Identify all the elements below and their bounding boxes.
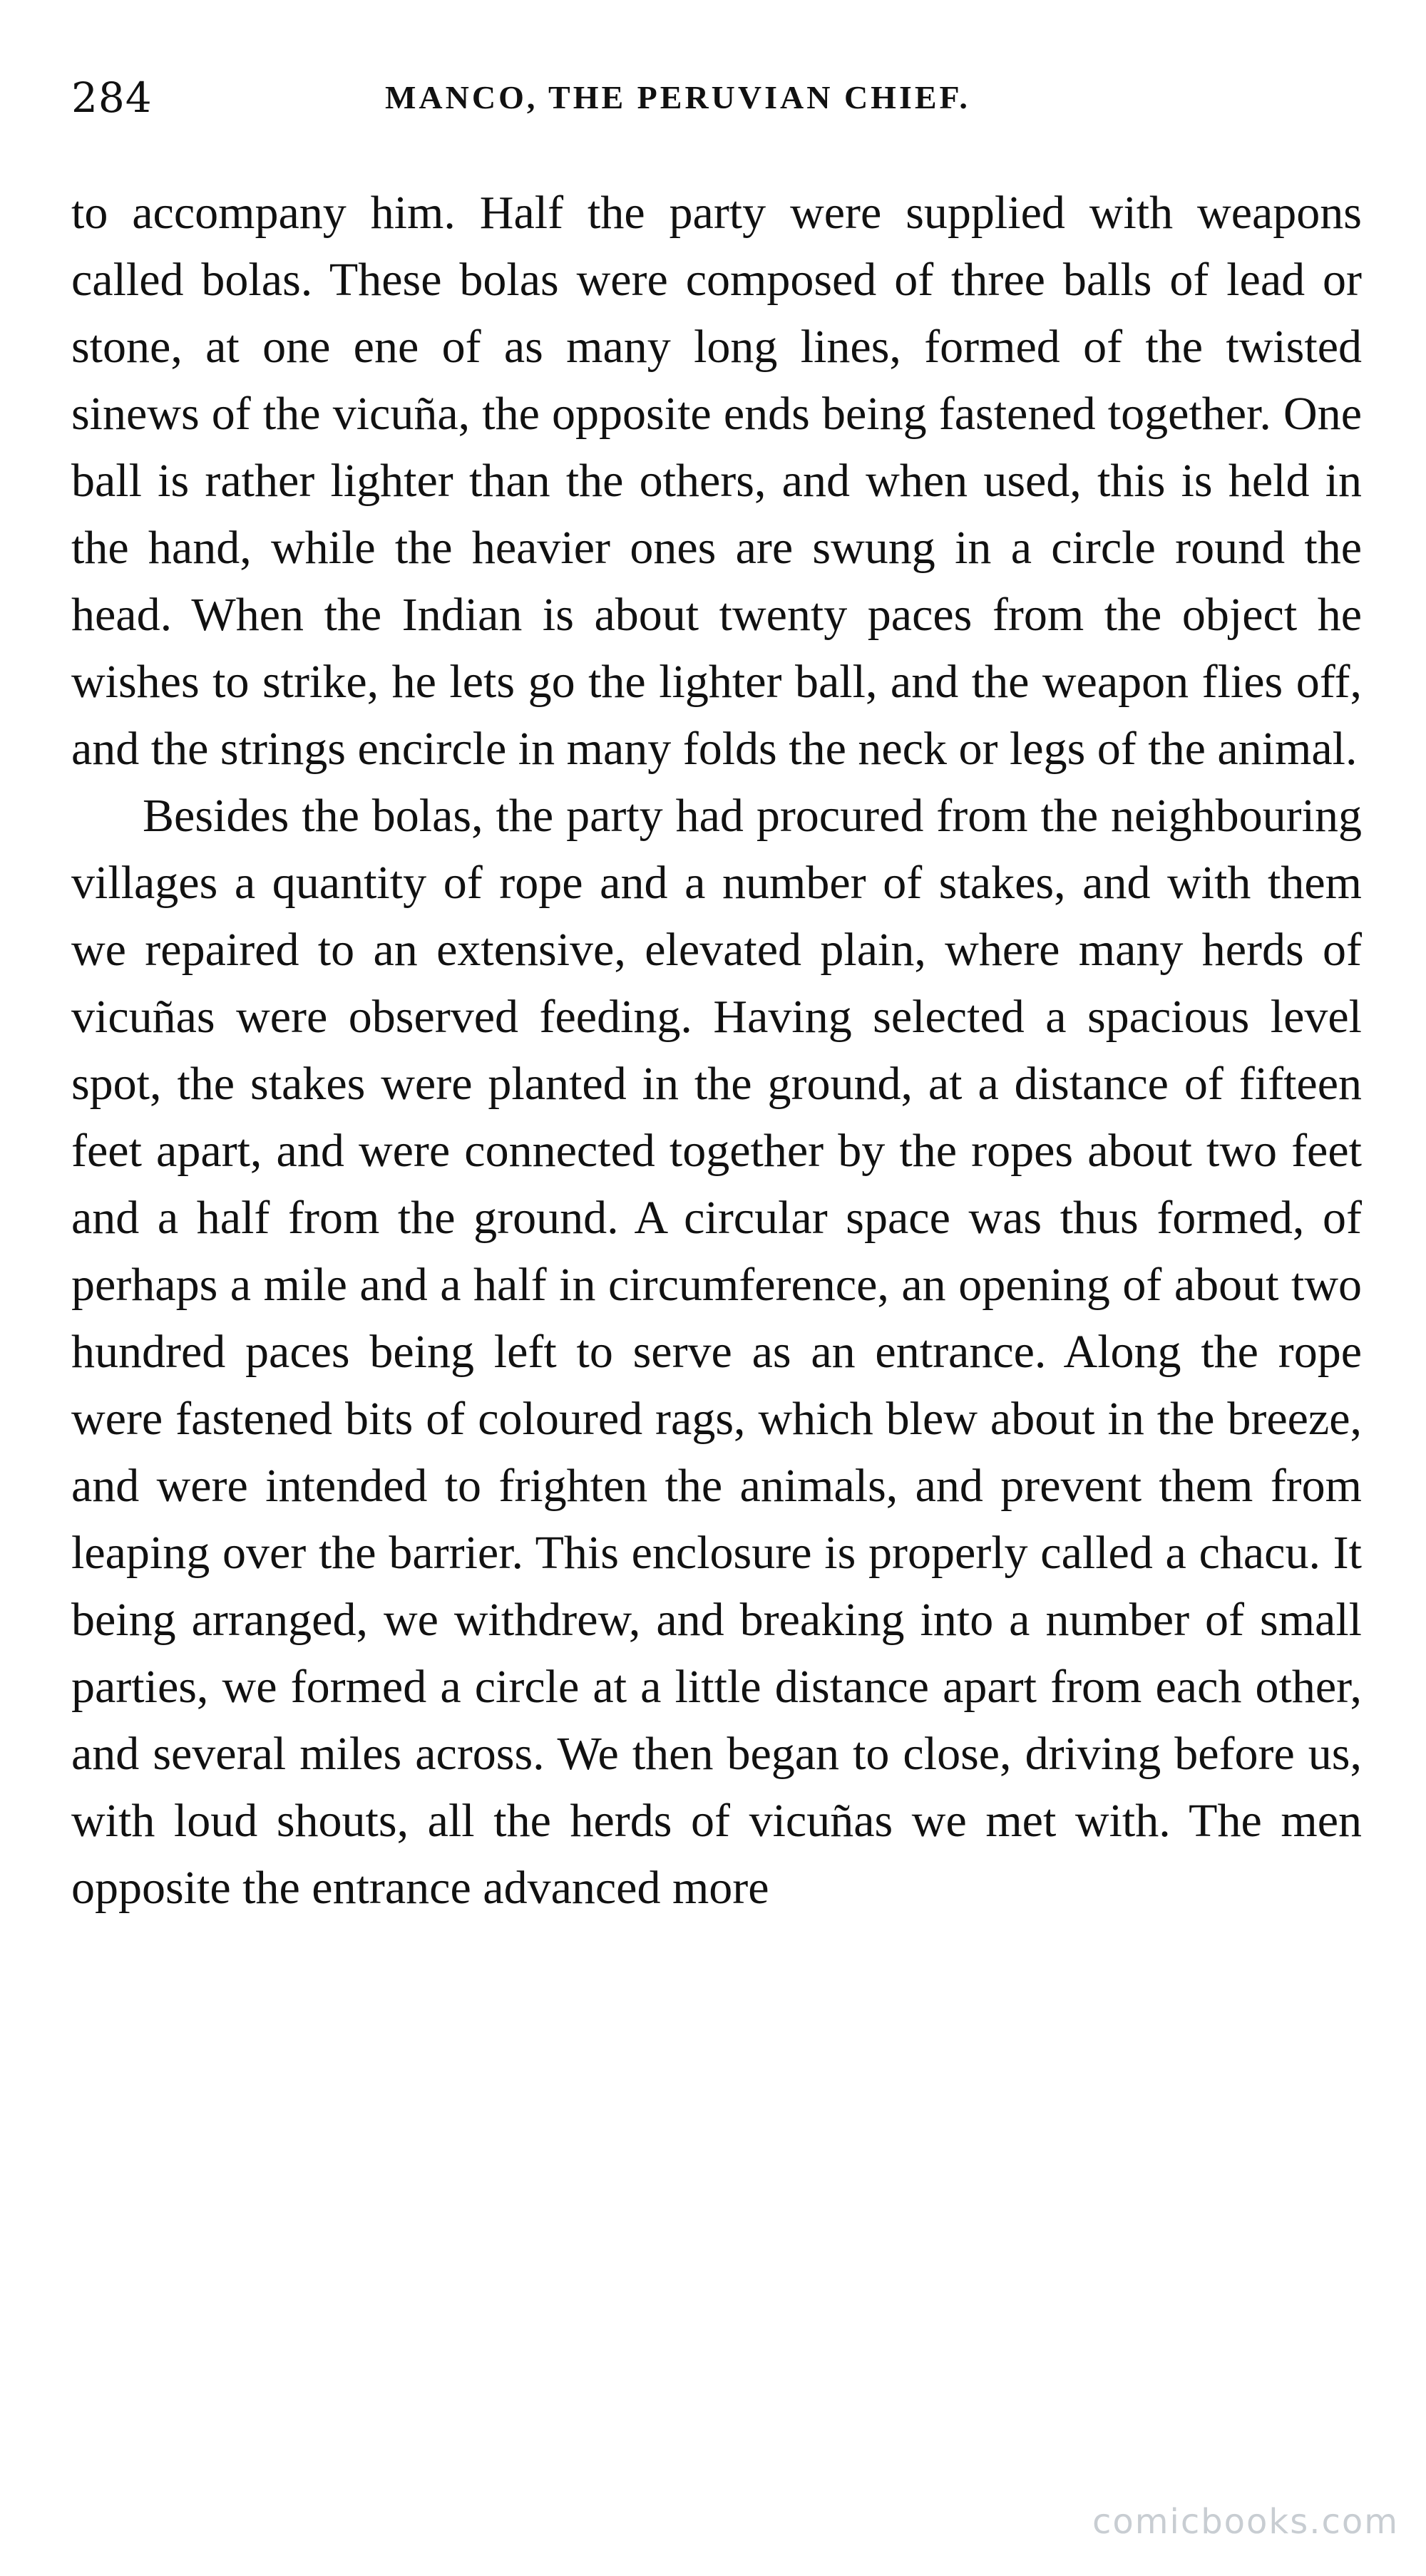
- watermark: comicbooks.com: [1092, 2502, 1399, 2542]
- page-number: 284: [71, 73, 153, 122]
- paragraph-continued: to accompany him. Half the party were supplied with weapons called bolas. These bolas were composed of three balls of lead or stone, at one ene of as many long lines, formed of the twisted sinews of the vicuña, the opposite ends being fastened together. One ball is rather lighter than the others, and when used, this is held in the hand, while the heavier ones are swung in a circle round the head. When the Indian is about twenty paces from the object he wishes to strike, he lets go the lighter ball, and the weapon flies off, and the strings encircle in many folds the neck or legs of the animal.: [71, 187, 1362, 775]
- paragraph: Besides the bolas, the party had procured from the neighbouring villages a quantity of rope and a number of stakes, and with them we repaired to an extensive, elevated plain, where many herds of vicuñas were observed feeding. Having selected a spacious level spot, the stakes were planted in the ground, at a distance of fifteen feet apart, and were connected together by the ropes about two feet and a half from the ground. A circular space was thus formed, of perhaps a mile and a half in circumference, an opening of about two hundred paces being left to serve as an entrance. Along the rope were fastened bits of coloured rags, which blew about in the breeze, and were intended to frighten the animals, and prevent them from leaping over the barrier. This enclosure is properly called a chacu. It being arranged, we withdrew, and breaking into a number of small parties, we formed a circle at a little distance apart from each other, and several miles across. We then began to close, driving before us, with loud shouts, all the herds of vicuñas we met with. The men opposite the entrance advanced more: [71, 790, 1362, 1914]
- page-header: [71, 66, 1369, 130]
- running-head: MANCO, THE PERUVIAN CHIEF.: [385, 79, 970, 115]
- body-text: [71, 180, 1362, 1922]
